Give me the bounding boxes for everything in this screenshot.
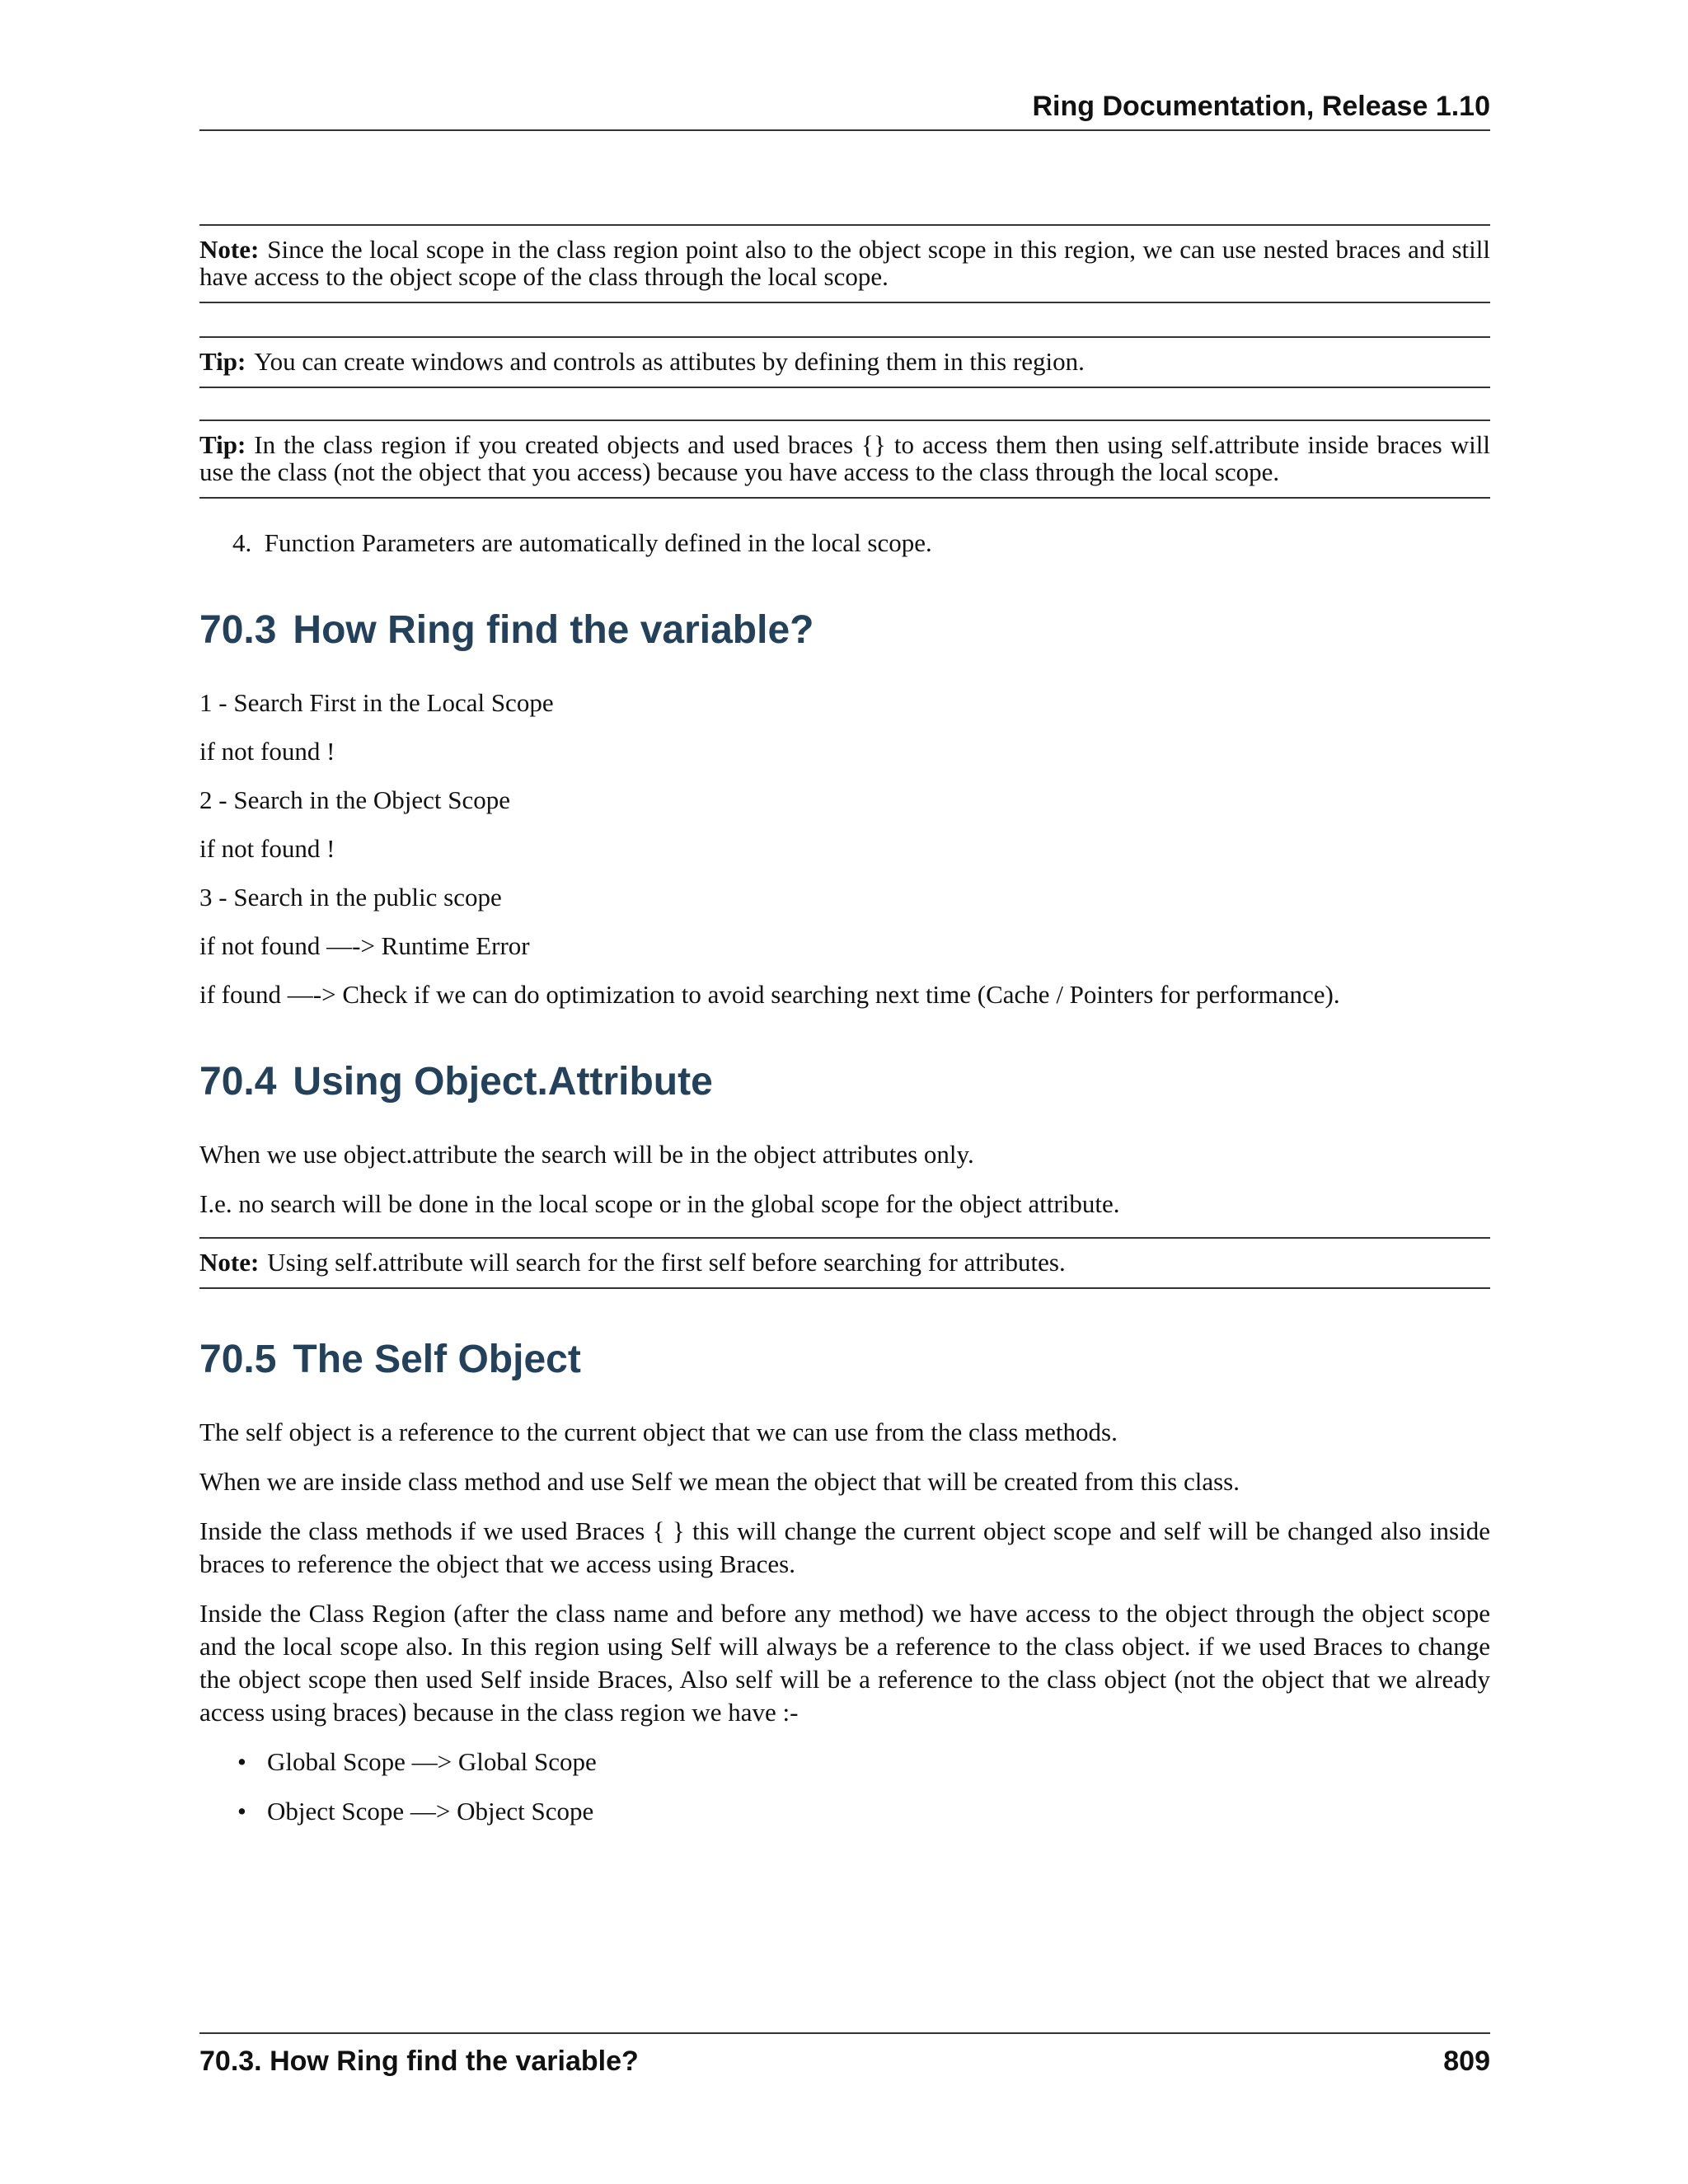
- note-box: [199, 1237, 1490, 1289]
- paragraph: Inside the class methods if we used Braces { } this will change the current object scope and self will be changed also inside braces to reference the object that we access using Braces.: [199, 1516, 1490, 1578]
- paragraph: Inside the Class Region (after the class name and before any method) we have access to the object through the object scope and the local scope also. In this region using Self will always be a reference to the class object. if we used Braces to change the object scope then used Self inside Braces, Also self will be a reference to the class object (not the object that we already access using braces) because in the class region we have :-: [199, 1599, 1490, 1727]
- bullet-list: [237, 1746, 1490, 1828]
- section-number: 70.3: [199, 608, 277, 652]
- tip-text: You can create windows and controls as attibutes by defining them in this region.: [254, 347, 1085, 376]
- section-title: Using Object.Attribute: [293, 1060, 713, 1104]
- paragraph: 2 - Search in the Object Scope: [199, 785, 511, 814]
- bullet-icon: •: [237, 1747, 246, 1776]
- list-item: [237, 1746, 1490, 1779]
- tip-box: [199, 336, 1490, 388]
- section-number: 70.5: [199, 1338, 277, 1381]
- document-page: [199, 0, 1490, 2184]
- paragraph: The self object is a reference to the current object that we can use from the class methods.: [199, 1418, 1118, 1446]
- paragraph: I.e. no search will be done in the local scope or in the global scope for the object attribute.: [199, 1189, 1120, 1218]
- tip-label: Tip:: [199, 430, 246, 459]
- paragraph: 3 - Search in the public scope: [199, 883, 502, 912]
- note-label: Note:: [199, 1248, 260, 1277]
- enum-text: Function Parameters are automatically defined in the local scope.: [264, 528, 932, 557]
- enum-number: 4.: [232, 528, 252, 557]
- paragraph: if not found —-> Runtime Error: [199, 931, 530, 960]
- page-content: [199, 224, 1490, 1844]
- section-heading-70-3: [199, 607, 1490, 654]
- paragraph: When we use object.attribute the search will be in the object attributes only.: [199, 1140, 974, 1169]
- list-item: [237, 1795, 1490, 1828]
- note-box: [199, 224, 1490, 303]
- paragraph: When we are inside class method and use Self we mean the object that will be created from this class.: [199, 1467, 1240, 1496]
- tip-text: In the class region if you created objects and used braces {} to access them then using self.attribute inside braces will use the class (not the object that you access) because you have access to the class through the local scope.: [199, 430, 1490, 486]
- tip-box: [199, 419, 1490, 499]
- note-text: Using self.attribute will search for the first self before searching for attributes.: [267, 1248, 1066, 1277]
- running-footer: [199, 2032, 1490, 2078]
- section-number: 70.4: [199, 1060, 277, 1104]
- paragraph: if not found !: [199, 737, 335, 766]
- note-text: Since the local scope in the class region point also to the object scope in this region, we can use nested braces and still have access to the object scope of the class through the local scope.: [199, 235, 1490, 291]
- bullet-icon: •: [237, 1797, 246, 1825]
- tip-label: Tip:: [199, 347, 246, 376]
- list-item-text: Object Scope —> Object Scope: [267, 1797, 594, 1825]
- enumerated-item: [232, 527, 1490, 560]
- section-heading-70-5: [199, 1337, 1490, 1383]
- list-item-text: Global Scope —> Global Scope: [267, 1747, 597, 1776]
- note-label: Note:: [199, 235, 260, 264]
- section-title: The Self Object: [293, 1338, 581, 1381]
- footer-section-title: 70.3. How Ring find the variable?: [199, 2046, 639, 2077]
- section-heading-70-4: [199, 1059, 1490, 1105]
- paragraph: if not found !: [199, 834, 335, 863]
- section-title: How Ring find the variable?: [293, 608, 814, 652]
- page-number: 809: [1443, 2046, 1490, 2077]
- paragraph: 1 - Search First in the Local Scope: [199, 688, 554, 717]
- running-header: Ring Documentation, Release 1.10: [199, 91, 1490, 131]
- paragraph: if found —-> Check if we can do optimization to avoid searching next time (Cache / Pointers for performance).: [199, 980, 1340, 1009]
